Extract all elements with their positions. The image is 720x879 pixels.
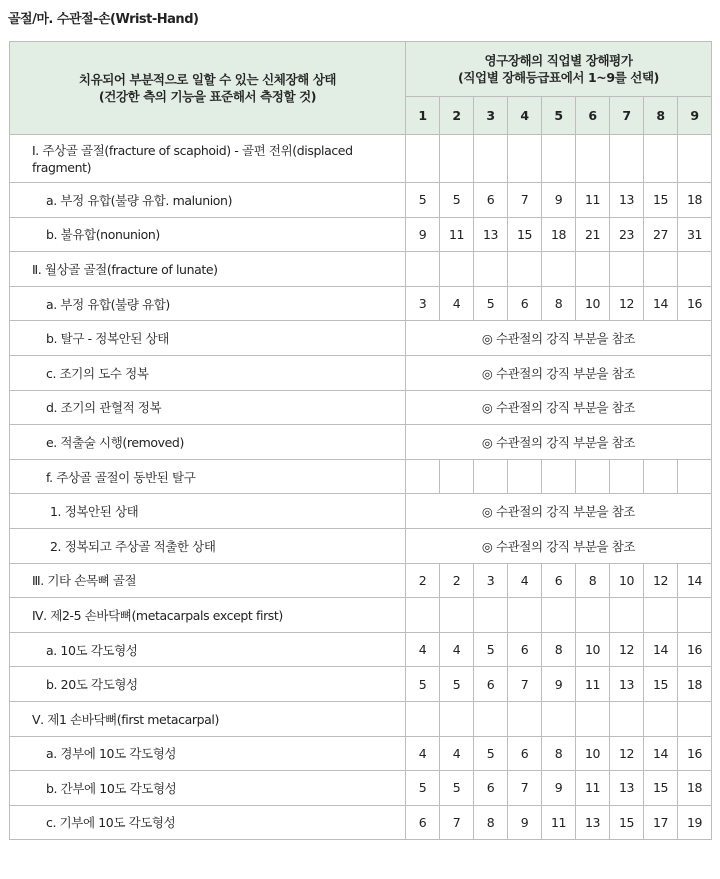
rating-cell <box>542 701 576 736</box>
rating-cell <box>406 252 440 287</box>
table-row <box>10 321 712 356</box>
rating-cell: 19 <box>678 805 712 840</box>
rating-cell: 14 <box>644 632 678 667</box>
rating-cell: 17 <box>644 805 678 840</box>
disability-table <box>9 41 712 840</box>
rating-cell: 13 <box>610 667 644 702</box>
rating-cell: 31 <box>678 217 712 252</box>
rating-cell: 7 <box>508 771 542 806</box>
rating-cell: 9 <box>508 805 542 840</box>
header-rating-line1: 영구장해의 직업별 장해평가 <box>484 53 633 68</box>
rating-cell: 6 <box>508 632 542 667</box>
rating-cell <box>474 252 508 287</box>
column-header: 4 <box>508 97 542 135</box>
rating-cell: 15 <box>644 183 678 218</box>
rating-cell: 5 <box>406 667 440 702</box>
rating-cell <box>440 701 474 736</box>
table-row <box>10 667 712 702</box>
column-header: 7 <box>610 97 644 135</box>
table-row <box>10 425 712 460</box>
rating-cell: 10 <box>610 563 644 598</box>
row-label: Ⅴ. 제1 손바닥뼈(first metacarpal) <box>10 701 406 736</box>
table-row <box>10 736 712 771</box>
row-label: b. 20도 각도형성 <box>10 667 406 702</box>
rating-cell: 11 <box>576 183 610 218</box>
row-label: Ⅲ. 기타 손목뼈 골절 <box>10 563 406 598</box>
rating-cell: 21 <box>576 217 610 252</box>
row-label: c. 조기의 도수 정복 <box>10 355 406 390</box>
table-row <box>10 701 712 736</box>
rating-cell: 8 <box>576 563 610 598</box>
rating-cell: 13 <box>610 183 644 218</box>
rating-cell <box>678 135 712 183</box>
rating-cell: 15 <box>508 217 542 252</box>
table-row <box>10 459 712 494</box>
header-rating-line2: (직업별 장해등급표에서 1~9를 선택) <box>458 70 659 85</box>
row-label: e. 적출술 시행(removed) <box>10 425 406 460</box>
rating-cell <box>576 701 610 736</box>
row-label: a. 10도 각도형성 <box>10 632 406 667</box>
rating-cell <box>474 459 508 494</box>
table-row <box>10 252 712 287</box>
rating-cell: 5 <box>406 771 440 806</box>
rating-cell: 9 <box>406 217 440 252</box>
row-label: a. 부정 유합(불량 유합) <box>10 286 406 321</box>
row-label: 1. 정복안된 상태 <box>10 494 406 529</box>
table-row <box>10 528 712 563</box>
rating-cell: 6 <box>508 736 542 771</box>
rating-cell: 6 <box>406 805 440 840</box>
reference-note: ◎ 수관절의 강직 부분을 참조 <box>406 494 712 529</box>
rating-cell <box>406 598 440 633</box>
rating-cell: 5 <box>406 183 440 218</box>
header-rating <box>406 42 712 97</box>
rating-cell <box>474 701 508 736</box>
rating-cell: 6 <box>542 563 576 598</box>
rating-cell: 4 <box>440 632 474 667</box>
row-label: Ⅰ. 주상골 골절(fracture of scaphoid) - 골편 전위(displaced fragment) <box>10 135 406 183</box>
rating-cell: 9 <box>542 771 576 806</box>
rating-cell: 7 <box>440 805 474 840</box>
rating-cell: 12 <box>644 563 678 598</box>
rating-cell: 18 <box>678 667 712 702</box>
rating-cell <box>576 598 610 633</box>
rating-cell: 18 <box>542 217 576 252</box>
rating-cell: 8 <box>542 632 576 667</box>
rating-cell <box>406 135 440 183</box>
rating-cell <box>508 252 542 287</box>
row-label: b. 탈구 - 정복안된 상태 <box>10 321 406 356</box>
rating-cell <box>508 459 542 494</box>
page-title: 골절/마. 수관절-손(Wrist-Hand) <box>8 12 199 27</box>
rating-cell: 3 <box>474 563 508 598</box>
rating-cell: 6 <box>508 286 542 321</box>
reference-note: ◎ 수관절의 강직 부분을 참조 <box>406 528 712 563</box>
rating-cell: 13 <box>610 771 644 806</box>
table-row <box>10 286 712 321</box>
rating-cell: 4 <box>440 286 474 321</box>
rating-cell <box>576 252 610 287</box>
table-row <box>10 771 712 806</box>
column-header: 2 <box>440 97 474 135</box>
reference-note: ◎ 수관절의 강직 부분을 참조 <box>406 425 712 460</box>
rating-cell: 5 <box>474 736 508 771</box>
rating-cell: 14 <box>644 286 678 321</box>
rating-cell: 12 <box>610 736 644 771</box>
row-label: d. 조기의 관혈적 정복 <box>10 390 406 425</box>
rating-cell: 4 <box>406 736 440 771</box>
rating-cell: 2 <box>406 563 440 598</box>
rating-cell <box>542 135 576 183</box>
rating-cell: 18 <box>678 183 712 218</box>
rating-cell <box>610 135 644 183</box>
rating-cell: 18 <box>678 771 712 806</box>
row-label: Ⅱ. 월상골 골절(fracture of lunate) <box>10 252 406 287</box>
rating-cell: 9 <box>542 183 576 218</box>
rating-cell <box>610 598 644 633</box>
rating-cell <box>644 598 678 633</box>
rating-cell: 15 <box>610 805 644 840</box>
table-row <box>10 390 712 425</box>
rating-cell: 11 <box>576 667 610 702</box>
rating-cell: 5 <box>474 632 508 667</box>
rating-cell: 16 <box>678 632 712 667</box>
rating-cell <box>644 701 678 736</box>
header-row <box>10 42 712 97</box>
reference-note: ◎ 수관절의 강직 부분을 참조 <box>406 355 712 390</box>
header-condition-line2: (건강한 측의 기능을 표준해서 측정할 것) <box>98 89 317 104</box>
rating-cell <box>440 252 474 287</box>
rating-cell: 4 <box>406 632 440 667</box>
rating-cell <box>542 598 576 633</box>
column-header: 9 <box>678 97 712 135</box>
rating-cell: 8 <box>542 736 576 771</box>
rating-cell <box>440 135 474 183</box>
rating-cell: 5 <box>440 667 474 702</box>
rating-cell: 11 <box>542 805 576 840</box>
rating-cell: 13 <box>474 217 508 252</box>
table-row <box>10 563 712 598</box>
rating-cell <box>406 701 440 736</box>
rating-cell: 6 <box>474 183 508 218</box>
rating-cell: 23 <box>610 217 644 252</box>
reference-note: ◎ 수관절의 강직 부분을 참조 <box>406 321 712 356</box>
rating-cell: 10 <box>576 736 610 771</box>
rating-cell: 10 <box>576 632 610 667</box>
rating-cell: 3 <box>406 286 440 321</box>
rating-cell: 9 <box>542 667 576 702</box>
table-row <box>10 494 712 529</box>
rating-cell <box>406 459 440 494</box>
rating-cell: 10 <box>576 286 610 321</box>
rating-cell: 2 <box>440 563 474 598</box>
rating-cell <box>644 135 678 183</box>
row-label: a. 경부에 10도 각도형성 <box>10 736 406 771</box>
header-condition-line1: 치유되어 부분적으로 일할 수 있는 신체장해 상태 <box>78 72 337 87</box>
rating-cell <box>508 701 542 736</box>
rating-cell <box>610 252 644 287</box>
rating-cell: 12 <box>610 286 644 321</box>
rating-cell: 6 <box>474 771 508 806</box>
rating-cell: 5 <box>474 286 508 321</box>
rating-cell <box>610 459 644 494</box>
rating-cell <box>678 701 712 736</box>
rating-cell: 6 <box>474 667 508 702</box>
rating-cell <box>610 701 644 736</box>
row-label: a. 부정 유합(불량 유합. malunion) <box>10 183 406 218</box>
rating-cell <box>542 459 576 494</box>
rating-cell <box>644 459 678 494</box>
rating-cell: 12 <box>610 632 644 667</box>
rating-cell <box>440 459 474 494</box>
rating-cell: 8 <box>474 805 508 840</box>
row-label: c. 기부에 10도 각도형성 <box>10 805 406 840</box>
row-label: Ⅳ. 제2-5 손바닥뼈(metacarpals except first) <box>10 598 406 633</box>
header-condition <box>10 42 406 135</box>
rating-cell <box>474 135 508 183</box>
column-header: 1 <box>406 97 440 135</box>
rating-cell <box>508 135 542 183</box>
rating-cell: 7 <box>508 183 542 218</box>
column-header: 8 <box>644 97 678 135</box>
rating-cell: 14 <box>644 736 678 771</box>
rating-cell: 27 <box>644 217 678 252</box>
rating-cell: 16 <box>678 286 712 321</box>
table-body <box>10 135 712 840</box>
table-row <box>10 135 712 183</box>
row-label: b. 불유합(nonunion) <box>10 217 406 252</box>
table-row <box>10 355 712 390</box>
rating-cell <box>644 252 678 287</box>
rating-cell: 14 <box>678 563 712 598</box>
rating-cell: 15 <box>644 667 678 702</box>
rating-cell <box>678 598 712 633</box>
rating-cell: 4 <box>508 563 542 598</box>
rating-cell: 11 <box>576 771 610 806</box>
row-label: 2. 정복되고 주상골 적출한 상태 <box>10 528 406 563</box>
rating-cell: 5 <box>440 183 474 218</box>
rating-cell: 8 <box>542 286 576 321</box>
rating-cell: 7 <box>508 667 542 702</box>
rating-cell: 4 <box>440 736 474 771</box>
rating-cell: 15 <box>644 771 678 806</box>
rating-cell <box>576 135 610 183</box>
rating-cell: 16 <box>678 736 712 771</box>
column-header: 6 <box>576 97 610 135</box>
reference-note: ◎ 수관절의 강직 부분을 참조 <box>406 390 712 425</box>
table-row <box>10 183 712 218</box>
rating-cell <box>576 459 610 494</box>
rating-cell <box>440 598 474 633</box>
table-row <box>10 632 712 667</box>
table-row <box>10 598 712 633</box>
table-row <box>10 217 712 252</box>
rating-cell: 11 <box>440 217 474 252</box>
rating-cell <box>678 252 712 287</box>
column-header: 3 <box>474 97 508 135</box>
column-header: 5 <box>542 97 576 135</box>
rating-cell <box>508 598 542 633</box>
rating-cell <box>678 459 712 494</box>
rating-cell <box>542 252 576 287</box>
rating-cell <box>474 598 508 633</box>
row-label: b. 간부에 10도 각도형성 <box>10 771 406 806</box>
rating-cell: 5 <box>440 771 474 806</box>
rating-cell: 13 <box>576 805 610 840</box>
row-label: f. 주상골 골절이 동반된 탈구 <box>10 459 406 494</box>
table-row <box>10 805 712 840</box>
